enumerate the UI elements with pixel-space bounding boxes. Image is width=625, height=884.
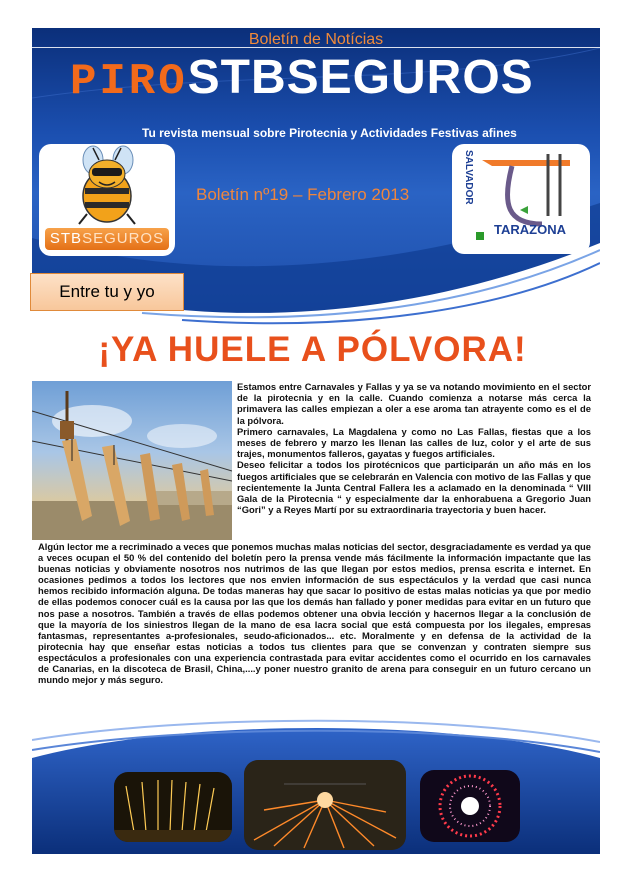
stb-badge <box>45 228 169 250</box>
publication-subtitle: Tu revista mensual sobre Pirotecnia y Actividades Festivas afines <box>142 126 517 140</box>
section-tab: Entre tu y yo <box>30 273 184 311</box>
bulletin-label: Boletín de Notícias <box>248 31 384 48</box>
headline: ¡YA HUELE A PÓLVORA! <box>98 330 527 369</box>
article-paragraph: Deseo felicitar a todos los pirotécnicos que participarán un año más en los fuegos artificiales que se celebrarán en Valencia con motivo de las Fallas y que recientemente la Junta Central Fallera les a aclamado en la denominada “ VIII Gala de la Pirotecnia “ y especialmente dar la enhorabuena a Gregorio Juan “Gori” y a Reyes Martí por su extraordinaria trayectoria y buen hacer. <box>237 459 591 516</box>
fireworks-photo-left <box>114 772 232 842</box>
title-piro: PIRO <box>70 57 188 107</box>
article-paragraph: Estamos entre Carnavales y Fallas y ya se va notando movimiento en el sector de la pirotecnia y en la calle. Cuando comienza a notarse más cerca la primavera las calles empiezan a oler a ese aroma tan atrayente como es el de la pólvora. <box>237 381 591 426</box>
publication-title <box>70 50 590 107</box>
salvador-tarazona-logo <box>452 144 590 254</box>
footer-banner <box>32 718 600 854</box>
article-body-wide: Algún lector me a recriminado a veces que ponemos muchas malas noticias del sector, desgraciadamente es verdad ya que a veces ocupan el 50 % del contenido del boletín pero la prensa vende más fácilmente la información impactante que las buenas noticias y obviamente nosotros nos nutrimos de las que llegan por estos medios, prensa escrita e internet. En ocasiones pedimos a todos los lectores que nos envien información de sus espectáculos y la verdad que casi nunca hemos recibido información alguna. De todas maneras hay que sacar lo positivo de estas malas noticias ya que por medio de ellas podemos conocer cuál es la causa por las que los demás han fallado y poner medidas para evitar en un futuro que nos pase a nosotros. También a través de ellas podemos obtener una obvia lección y hacernos llegar a la conclusión de que la mayoría de los siniestros llegan de la mano de esa lacra social que está compuesta por los ilegales, empresas fantasmas, representantes a-profesionales, seudo-aficionados... etc. Moralmente y en defensa de la actividad de la pirotecnia hay que enseñar estas noticias a todos tus clientes para que se convenzan y contraten siempre sus espectáculos a profesionales con una experiencia contrastada para evitar accidentes como el ocurrido en los carnavales de Canarias, en la discoteca de Brasil, China,....y poner nuestro granito de arena para conseguir en un futuro cercano un mundo mejor y más seguro. <box>38 541 591 686</box>
title-stbseguros: STBSEGUROS <box>187 51 534 104</box>
mascleta-center-icon <box>244 760 406 850</box>
article-column <box>237 381 591 515</box>
fireworks-left-icon <box>114 772 232 842</box>
fireworks-right-icon <box>420 770 520 842</box>
logo-tarazona-text: TARAZONA <box>494 222 566 237</box>
logo-salvador-text: SALVADOR <box>463 150 474 205</box>
badge-seguros: SEGUROS <box>82 230 165 247</box>
issue-number: Boletín nº19 – Febrero 2013 <box>196 185 410 204</box>
photo-graphic <box>32 381 232 540</box>
fireworks-photo-right <box>420 770 520 842</box>
article-paragraph: Primero carnavales, La Magdalena y como no Las Fallas, fiestas que a los meses de febrero y marzo les llenan las calles de luz, color y el arte de sus trajes, monumentos falleros, gayatas y fuegos artificiales. <box>237 425 591 460</box>
bee-mascot-icon <box>39 144 175 230</box>
mascleta-photo <box>32 381 232 540</box>
stb-logo <box>39 144 175 256</box>
badge-stb: STB <box>49 230 83 247</box>
mascleta-photo-center <box>244 760 406 850</box>
